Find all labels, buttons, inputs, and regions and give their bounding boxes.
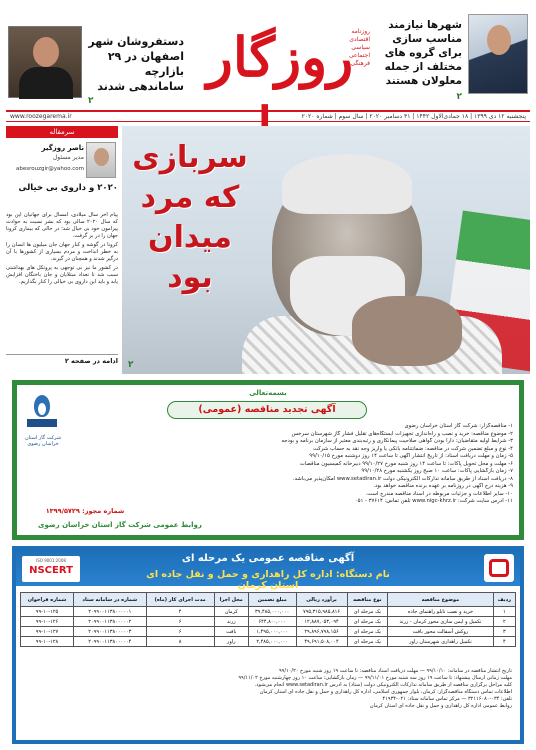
tender-line: ۴- نوع و مبلغ تضمین شرکت در مناقصه: ضمانتنامه بانکی یا واریز وجه نقد به حساب شرکت (313, 445, 513, 452)
tender-title: آگهی تجدید مناقصه (عمومی) (167, 401, 367, 419)
logo-caption: شرکت گاز استان خراسان رضوی (24, 435, 62, 447)
tender-notes (24, 668, 512, 740)
section-label: سرمقاله (6, 126, 118, 138)
column-header: مدت اجرای کار (ماه) (146, 593, 214, 607)
website-link[interactable]: www.roozegarema.ir (10, 113, 72, 120)
column-header: شماره فراخوان (21, 593, 74, 607)
table-cell: ۳۹,۴۸۵,۰۰۰,۰۰۰ (248, 607, 296, 617)
road-admin-logo-icon (484, 554, 514, 582)
author-name: ناصر روزگیر (41, 144, 84, 152)
table-cell: ۹۹-۱۰-۱۲۷ (21, 627, 74, 637)
tender-line: ۵- زمان و مهلت دریافت اسناد: از تاریخ انتشار آگهی تا ساعت ۱۴ روز دوشنبه مورخ ۹۹/۱۰/۱۵ (309, 453, 513, 459)
masthead (0, 0, 536, 112)
table-row (21, 637, 516, 647)
table-cell: روکش آسفالت محور بافت (388, 627, 494, 637)
permit-number: شماره مجوز: ۱۳۹۹/۵۷۲۹ (45, 507, 125, 515)
table-cell: ۹۹-۱۰-۱۲۸ (21, 637, 74, 647)
tender-line: ۹- هزینه درج آگهی در روزنامه بر عهده برنده مناقصه خواهد بود. (373, 483, 513, 489)
table-cell: کرمان (214, 607, 248, 617)
table-cell: ۴ (146, 607, 214, 617)
table-cell: یک مرحله ای (347, 627, 388, 637)
table-cell: ۹۹-۱۰-۱۲۶ (21, 617, 74, 627)
left-page-marker: ۲ (88, 96, 94, 106)
note-line: روابط عمومی اداره کل راهداری و حمل و نقل جاده ای استان کرمان (369, 703, 512, 709)
table-cell: ۴۹,۶۹۱,۵۰۸,۰۰۴ (296, 637, 347, 647)
basmala: بسمه‌تعالی (249, 389, 287, 397)
table-cell: ۴ (493, 637, 515, 647)
public-relations-signature: روابط عمومی شرکت گاز استان خراسان رضوی (38, 521, 202, 529)
table-cell: ۲,۴۸۵,۰۰۰,۰۰۰ (248, 637, 296, 647)
editorial-title[interactable]: ۲۰۲۰ و داروی بی خیالی (18, 183, 118, 193)
table-cell: ۲۰۹۹۰۰۱۱۳۸۰۰۰۰۰۲ (73, 617, 146, 627)
table-cell: تکمیل و ایمن سازی محور کرمان - زرند (388, 617, 494, 627)
table-cell: ۶ (146, 617, 214, 627)
table-cell: راور (214, 637, 248, 647)
editorial-paragraph: در کشور ما نیز بی توجهی به پروتکل های بهداشتی سبب شد تا تعداد مبتلایان و جان باختگان افزایش یابد و باید این داروی بی خیالی را کنار بگذاریم. (6, 265, 118, 285)
dateline-bar (6, 110, 530, 122)
table-cell: ۱۲,۸۸۷,۰۵۳,۰۹۴ (296, 617, 347, 627)
column-header: محل اجرا (214, 593, 248, 607)
tender-organization: نام دستگاه: اداره کل راهداری و حمل و نقل جاده ای استان کرمان (146, 569, 390, 591)
column-header: مبلغ تضمین (248, 593, 296, 607)
author-email[interactable]: abesrouzgir@yahoo.com (15, 166, 84, 172)
tender-line: ۷- زمان بازگشایی پاکات: ساعت ۱۰ صبح روز یکشنبه مورخ ۹۹/۱۰/۲۸ (361, 468, 513, 474)
tender-line: ۱۱- آدرس سایت شرکت: www.nigc-khrz.ir تلفن تماس: ۳۷۶۱۴ - ۰۵۱ (354, 498, 513, 504)
hero-headline[interactable]: سربازی که مرد میدان بود (132, 140, 248, 295)
table-cell: ۶۴۴,۸۰۰,۰۰۰ (248, 617, 296, 627)
road-admin-tender-ad (12, 546, 524, 744)
continue-link[interactable]: ادامه در صفحه ۲ (6, 354, 118, 366)
tender-conditions (65, 423, 513, 519)
table-cell: ۱,۴۹۵,۰۰۰,۰۰۰ (248, 627, 296, 637)
editorial-paragraph: پیام آخر سال میلادی، امسال برای جهانیان این بود که سال ۲۰۲۰ سالی بود که بشر نسبت به حوادث پیرامون خود بی خیال شد؛ در حالی که بیماری کرونا جهان را در بر گرفت. (6, 212, 118, 239)
right-headline[interactable]: شهرها نیازمند مناسب سازی برای گروه های مختلف از جمله معلولان هستند (384, 19, 462, 87)
column-header: برآورد ریالی (296, 593, 347, 607)
column-header: موضوع مناقصه (388, 593, 494, 607)
table-cell: یک مرحله ای (347, 617, 388, 627)
table-cell: ۳ (493, 627, 515, 637)
editorial-column (6, 126, 118, 374)
gas-company-tender-ad (12, 380, 524, 540)
tender-line: ۶- مهلت و محل تحویل پاکات: تا ساعت ۱۴ روز شنبه مورخ ۹۹/۱۰/۲۷ دبیرخانه کمیسیون مناقصات (299, 460, 513, 467)
table-cell: ۲ (493, 617, 515, 627)
column-header: نوع مناقصه (347, 593, 388, 607)
table-header-row (21, 593, 516, 607)
note-line: اطلاعات تماس دستگاه مناقصه‌گزار: کرمان، بلوار جمهوری اسلامی، اداره کل راهداری و حمل و نقل جاده ای استان کرمان (259, 689, 512, 695)
table-row (21, 607, 516, 617)
note-line: کلیه مراحل برگزاری مناقصه از طریق سامانه تدارکات الکترونیکی دولت (ستاد) به آدرس www.setadiran.ir انجام می‌شود. (254, 682, 512, 688)
tender-header-band (16, 550, 520, 591)
tender-title: آگهی مناقصه عمومی یک مرحله ای (181, 553, 355, 564)
table-cell: بافت (214, 627, 248, 637)
table-cell: ۸ (146, 637, 214, 647)
table-cell: ۲۰۹۹۰۰۱۱۳۸۰۰۰۰۰۱ (73, 607, 146, 617)
right-page-marker: ۲ (456, 92, 462, 102)
nscert-logo: ISO 9001:2008 NSCERT (22, 556, 80, 582)
table-cell: ۶ (146, 627, 214, 637)
column-header: شماره در سامانه ستاد (73, 593, 146, 607)
author-photo (86, 142, 116, 178)
table-row (21, 627, 516, 637)
table-cell: تکمیل راهداری شهرستان راور (388, 637, 494, 647)
hero-page-marker: ۲ (128, 360, 134, 370)
note-line: تاریخ انتشار مناقصه در سامانه: ۹۹/۱۰/۱۰ — مهلت دریافت اسناد مناقصه: تا ساعت ۱۹ روز شنبه مورخ ۹۹/۱۰/۲۰ (278, 668, 512, 674)
table-cell: ۱ (493, 607, 515, 617)
table-row (21, 617, 516, 627)
tender-table (20, 592, 516, 647)
table-cell: زرند (214, 617, 248, 627)
tender-line: ۲- موضوع مناقصه: خرید و نصب و راه‌اندازی تجهیزات ایستگاه‌های تقلیل فشار گاز شهرستان سرخس (291, 430, 513, 437)
table-cell: یک مرحله ای (347, 607, 388, 617)
table-cell: ۲۹,۸۹۶,۷۹۸,۱۵۶ (296, 627, 347, 637)
note-line: تلفن: ۰۳۴-۳۲۱۱۶۰۸۰ — مرکز تماس سامانه ستاد: ۰۲۱-۴۱۹۳۴ (382, 696, 512, 702)
editorial-body (6, 212, 118, 350)
right-headline-photo (468, 14, 528, 94)
logo-tagline: روزنامه اقتصادی سیاسی اجتماعی فرهنگی (348, 28, 370, 67)
left-headline[interactable]: دستفروشان شهر اصفهان در ۲۹ بازارچه ساماندهی شدند (88, 35, 184, 93)
gas-company-logo-icon (25, 395, 59, 433)
tender-line: ۱- مناقصه‌گزار: شرکت گاز استان خراسان رضوی (404, 423, 513, 429)
column-header: ردیف (493, 593, 515, 607)
table-cell: یک مرحله ای (347, 637, 388, 647)
tender-line: ۱۰- سایر اطلاعات و جزئیات مربوطه در اسناد مناقصه مندرج است. (365, 490, 513, 497)
hero-photo[interactable] (122, 126, 530, 374)
newspaper-logo: روزگار (206, 25, 354, 89)
author-role: مدیر مسئول (52, 154, 84, 161)
note-line: مهلت زمانی ارسال پیشنهاد: تا ساعت ۱۹ روز سه شنبه مورخ ۹۹/۱۱/۰۱ — زمان بازگشایی: ساعت ۱۰ روز چهارشنبه مورخ ۹۹/۱۱/۰۲ (238, 675, 512, 681)
table-cell: ۲۰۹۹۰۰۱۱۳۸۰۰۰۰۰۳ (73, 627, 146, 637)
editorial-paragraph: کرونا در گوشه و کنار جهان جان میلیون ها انسان را به خطر انداخت و مردم بسیاری از کشورها با آن درگیر شدند و همچنان در گیرند. (6, 242, 118, 262)
table-cell: ۹۹-۱۰-۱۲۵ (21, 607, 74, 617)
left-headline-photo (8, 26, 82, 98)
table-cell: ۷۹۵,۳۱۵,۹۸۵,۸۱۶ (296, 607, 347, 617)
tender-line: ۸- دریافت اسناد از طریق سامانه تدارکات الکترونیکی دولت www.setadiran.ir امکان‌پذیر می‌باشد. (292, 475, 513, 482)
dateline-info: پنجشنبه ۱۲ دی ۱۳۹۹ | ۱۸ جمادی‌الاول ۱۴۴۲ | ۳۱ دسامبر ۲۰۲۰ | سال سوم | شماره ۲۰۲۰ (301, 113, 526, 120)
table-cell: ۲۰۹۹۰۰۱۱۳۸۰۰۰۰۰۴ (73, 637, 146, 647)
table-cell: خرید و نصب تابلو راهنمای جاده (388, 607, 494, 617)
tender-line: ۳- شرایط اولیه متقاضیان: دارا بودن گواهی صلاحیت پیمانکاری و رتبه‌بندی معتبر از سازمان برنامه و بودجه (281, 438, 513, 444)
